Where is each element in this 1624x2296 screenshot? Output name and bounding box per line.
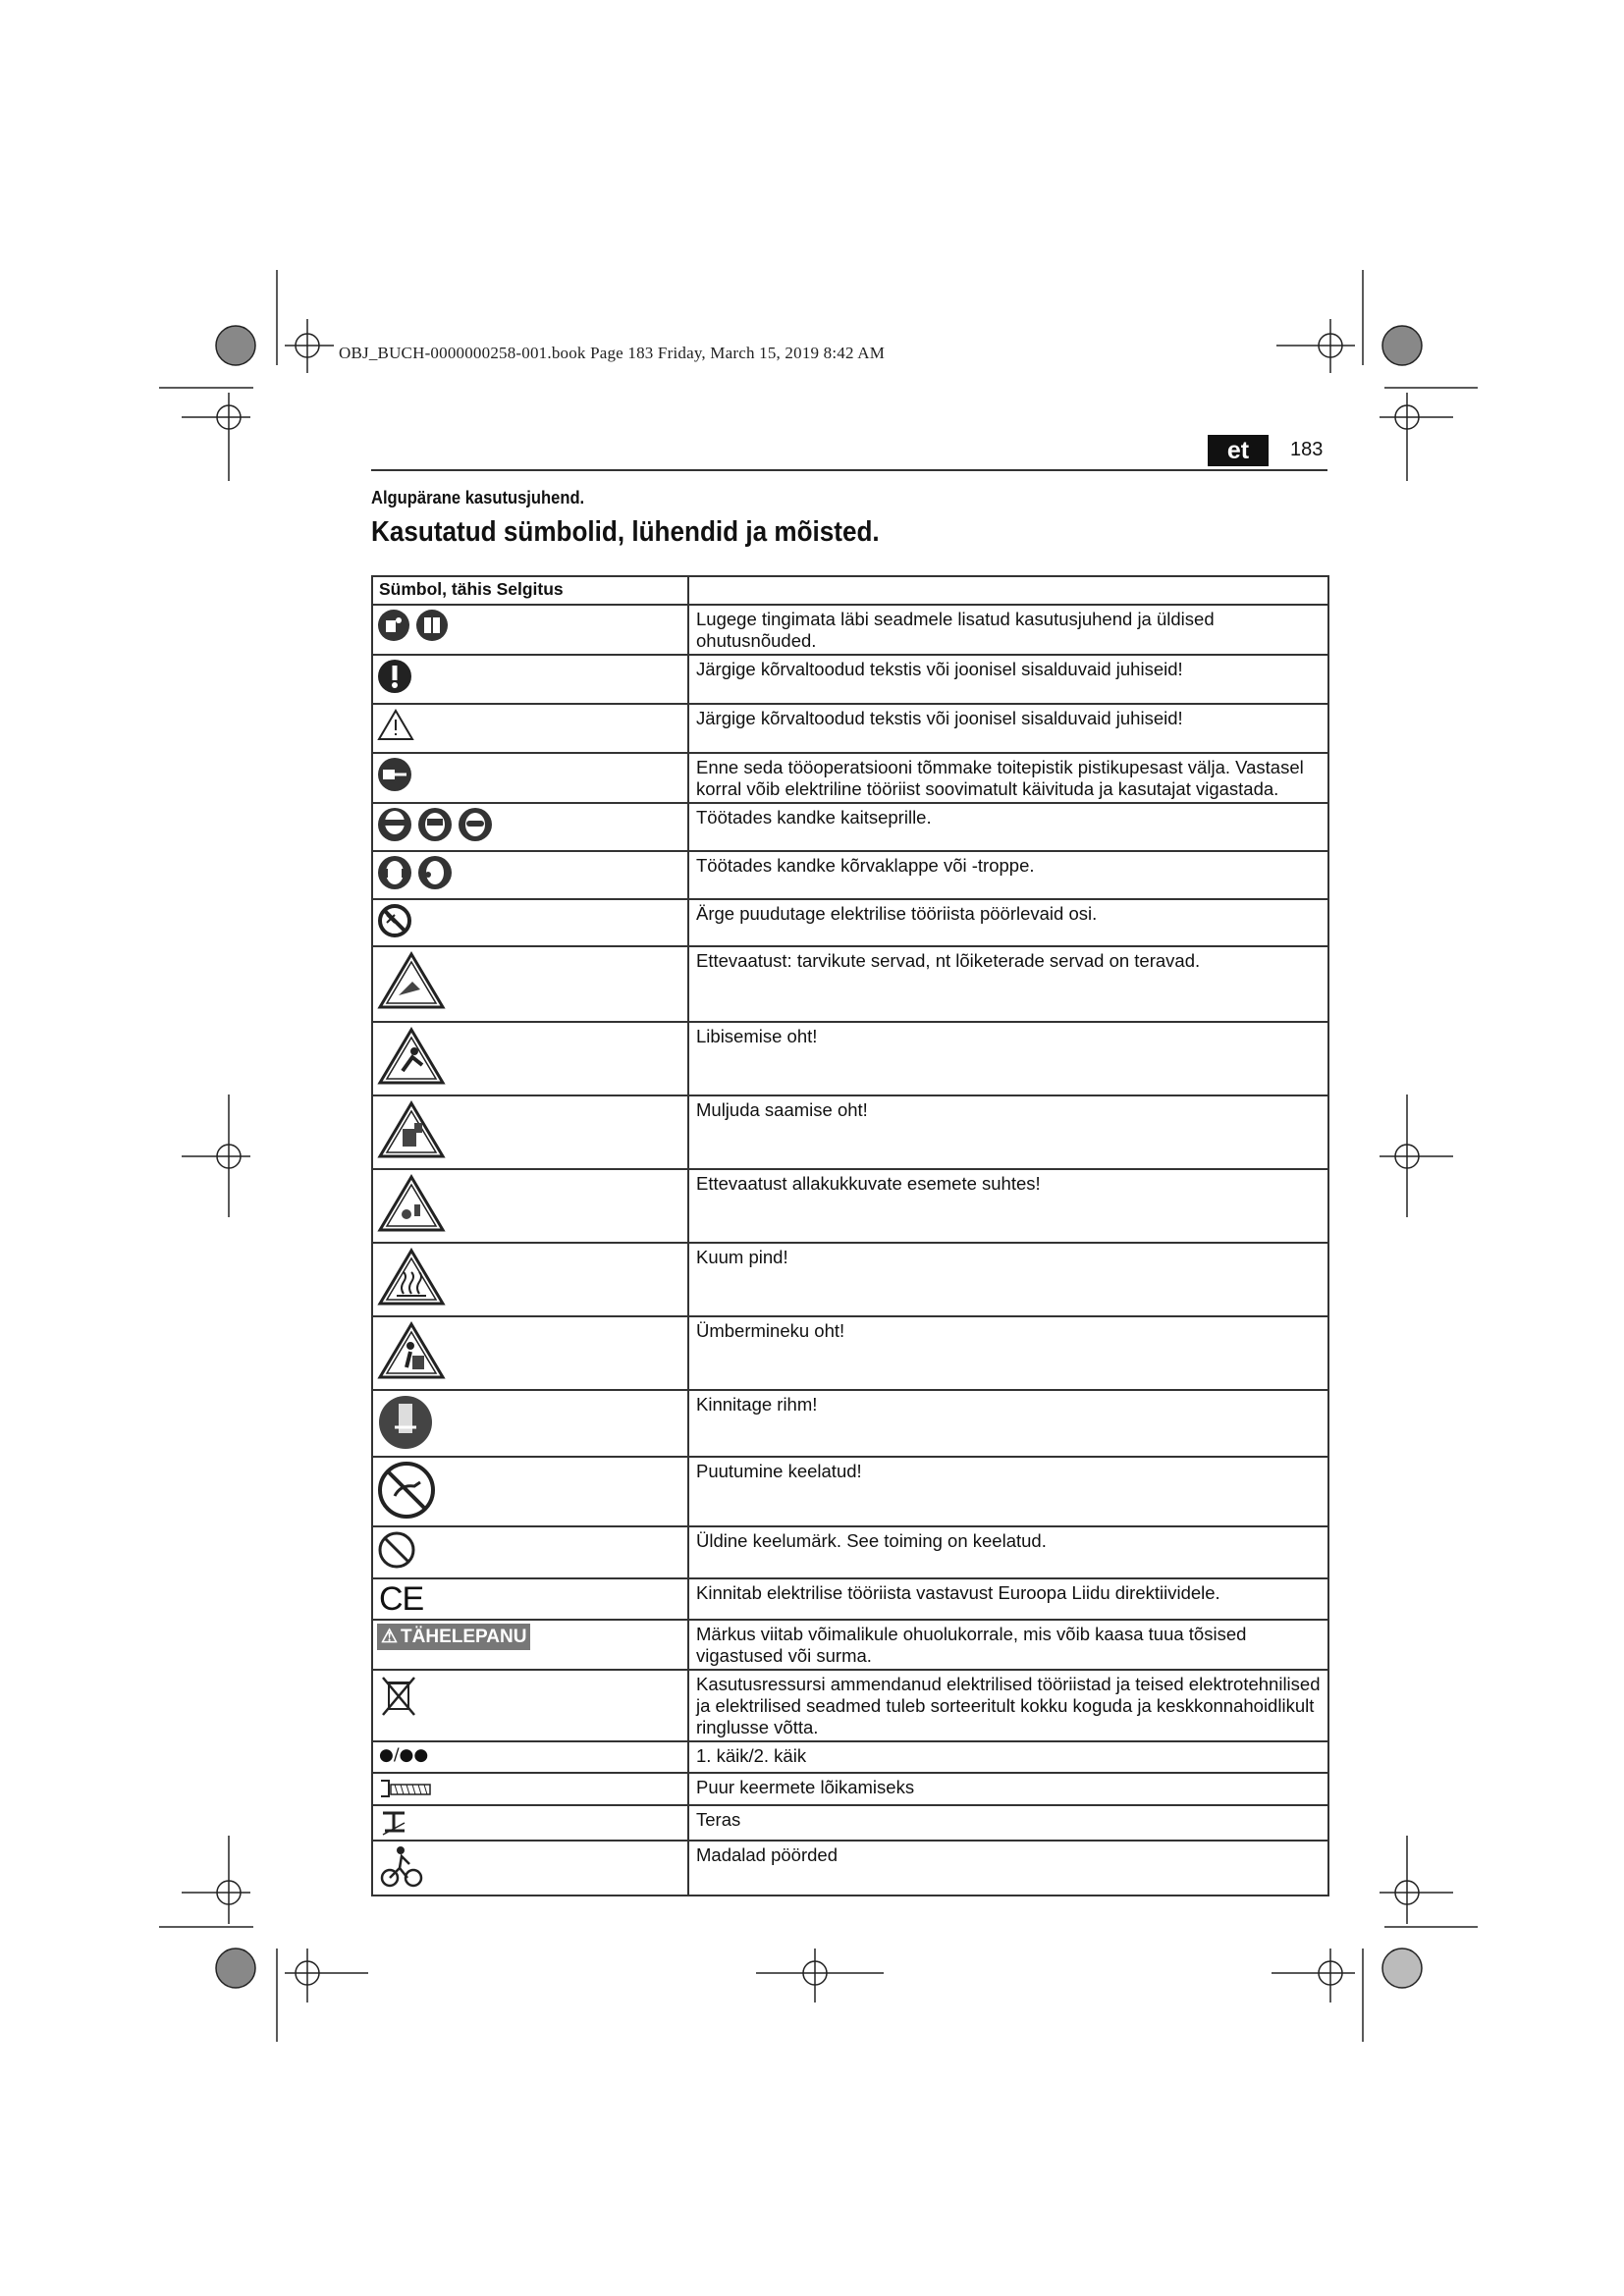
page-title: Kasutatud sümbolid, lühendid ja mõisted. bbox=[371, 516, 880, 548]
table-row bbox=[372, 1169, 1328, 1243]
row-text: Puur keermete lõikamiseks bbox=[688, 1773, 1328, 1805]
table-row bbox=[372, 1773, 1328, 1805]
ear-protection-icon bbox=[377, 855, 412, 890]
warning-label-text: TÄHELEPANU bbox=[401, 1626, 527, 1647]
table-row bbox=[372, 655, 1328, 704]
eye-protection-goggles-icon bbox=[458, 807, 493, 842]
table-row bbox=[372, 605, 1328, 655]
steel-icon bbox=[379, 1809, 408, 1837]
fasten-strap-icon bbox=[377, 1394, 434, 1451]
slip-hazard-icon bbox=[377, 1026, 446, 1087]
row-text: Üldine keelumärk. See toiming on keelatud. bbox=[688, 1526, 1328, 1578]
row-text: Puutumine keelatud! bbox=[688, 1457, 1328, 1526]
row-text: Lugege tingimata läbi seadmele lisatud kasutusjuhend ja üldised ohutusnõuded. bbox=[688, 605, 1328, 655]
table-row bbox=[372, 704, 1328, 753]
table-row bbox=[372, 1578, 1328, 1620]
manual-book-icon bbox=[415, 609, 449, 642]
read-manual-icon bbox=[377, 609, 410, 642]
weee-bin-icon bbox=[379, 1674, 418, 1719]
table-header-empty bbox=[688, 576, 1328, 605]
row-text: Märkus viitab võimalikule ohuolukorrale, mis võib kaasa tuua tõsised vigastused või surma. bbox=[688, 1620, 1328, 1670]
table-row bbox=[372, 1741, 1328, 1773]
row-text: Ettevaatust allakukkuvate esemete suhtes! bbox=[688, 1169, 1328, 1243]
no-touch-rotating-icon bbox=[377, 903, 412, 938]
table-row bbox=[372, 1022, 1328, 1095]
warning-triangle-icon bbox=[377, 708, 414, 741]
cyclist-icon bbox=[379, 1844, 424, 1890]
language-badge: et bbox=[1208, 435, 1269, 466]
row-text: Libisemise oht! bbox=[688, 1022, 1328, 1095]
sharp-edges-icon bbox=[377, 950, 446, 1011]
falling-objects-icon bbox=[377, 1173, 446, 1234]
row-text: Enne seda tööoperatsiooni tõmmake toitepistik pistikupesast välja. Vastasel korral võib elektriline tööriist soovimatult käivituda ja kasutajat vigastada. bbox=[688, 753, 1328, 803]
row-text: Ümbermineku oht! bbox=[688, 1316, 1328, 1390]
table-row bbox=[372, 851, 1328, 899]
header-rule bbox=[371, 469, 1327, 471]
table-row bbox=[372, 1841, 1328, 1896]
table-row bbox=[372, 1095, 1328, 1169]
eye-protection-mask-icon bbox=[417, 807, 453, 842]
table-row bbox=[372, 1390, 1328, 1457]
gear-dots-icon: ●/●● bbox=[379, 1745, 429, 1765]
row-text: Kuum pind! bbox=[688, 1243, 1328, 1316]
warning-label bbox=[377, 1624, 530, 1650]
table-row bbox=[372, 753, 1328, 803]
row-text: Teras bbox=[688, 1805, 1328, 1841]
table-row bbox=[372, 1526, 1328, 1578]
row-text: Madalad pöörded bbox=[688, 1841, 1328, 1896]
table-header-cell: Sümbol, tähis Selgitus bbox=[372, 576, 688, 605]
table-row bbox=[372, 946, 1328, 1022]
row-text: 1. käik/2. käik bbox=[688, 1741, 1328, 1773]
row-text: Kinnitage rihm! bbox=[688, 1390, 1328, 1457]
crush-hazard-icon bbox=[377, 1099, 446, 1160]
symbols-table bbox=[371, 575, 1329, 1896]
no-touching-icon bbox=[377, 1461, 436, 1520]
tipping-hazard-icon bbox=[377, 1320, 446, 1381]
warning-triangle-small-icon: ⚠ bbox=[381, 1627, 399, 1647]
table-header-row bbox=[372, 576, 1328, 605]
row-text: Töötades kandke kaitseprille. bbox=[688, 803, 1328, 851]
table-row bbox=[372, 1243, 1328, 1316]
eye-protection-full-icon bbox=[377, 807, 412, 842]
row-text: Kasutusressursi ammendanud elektrilised tööriistad ja teised elektrotehnilised ja elektrilised seadmed tuleb sorteeritult kokku koguda ja keskkonnahoidlikult ringlusse võtta. bbox=[688, 1670, 1328, 1741]
table-row bbox=[372, 1620, 1328, 1670]
tap-drill-icon bbox=[379, 1777, 434, 1800]
unplug-icon bbox=[377, 757, 412, 792]
row-text: Ärge puudutage elektrilise tööriista pöörlevaid osi. bbox=[688, 899, 1328, 946]
row-text: Muljuda saamise oht! bbox=[688, 1095, 1328, 1169]
table-row bbox=[372, 1805, 1328, 1841]
table-row bbox=[372, 1457, 1328, 1526]
table-row bbox=[372, 803, 1328, 851]
row-text: Ettevaatust: tarvikute servad, nt lõiketerade servad on teravad. bbox=[688, 946, 1328, 1022]
prohibition-icon bbox=[377, 1530, 416, 1570]
table-row bbox=[372, 1316, 1328, 1390]
table-row bbox=[372, 899, 1328, 946]
table-row bbox=[372, 1670, 1328, 1741]
ce-mark-icon: CE bbox=[379, 1580, 424, 1618]
row-text: Järgige kõrvaltoodud tekstis või joonisel sisalduvaid juhiseid! bbox=[688, 704, 1328, 753]
exclamation-mandatory-icon bbox=[377, 659, 412, 694]
hot-surface-icon bbox=[377, 1247, 446, 1308]
page-number: 183 bbox=[1290, 439, 1324, 460]
row-text: Kinnitab elektrilise tööriista vastavust Euroopa Liidu direktiividele. bbox=[688, 1578, 1328, 1620]
subtitle: Algupärane kasutusjuhend. bbox=[371, 488, 585, 507]
print-header-line: OBJ_BUCH-0000000258-001.book Page 183 Friday, March 15, 2019 8:42 AM bbox=[339, 344, 886, 362]
row-text: Järgige kõrvaltoodud tekstis või joonisel sisalduvaid juhiseid! bbox=[688, 655, 1328, 704]
ear-plugs-icon bbox=[417, 855, 453, 890]
row-text: Töötades kandke kõrvaklappe või -troppe. bbox=[688, 851, 1328, 899]
